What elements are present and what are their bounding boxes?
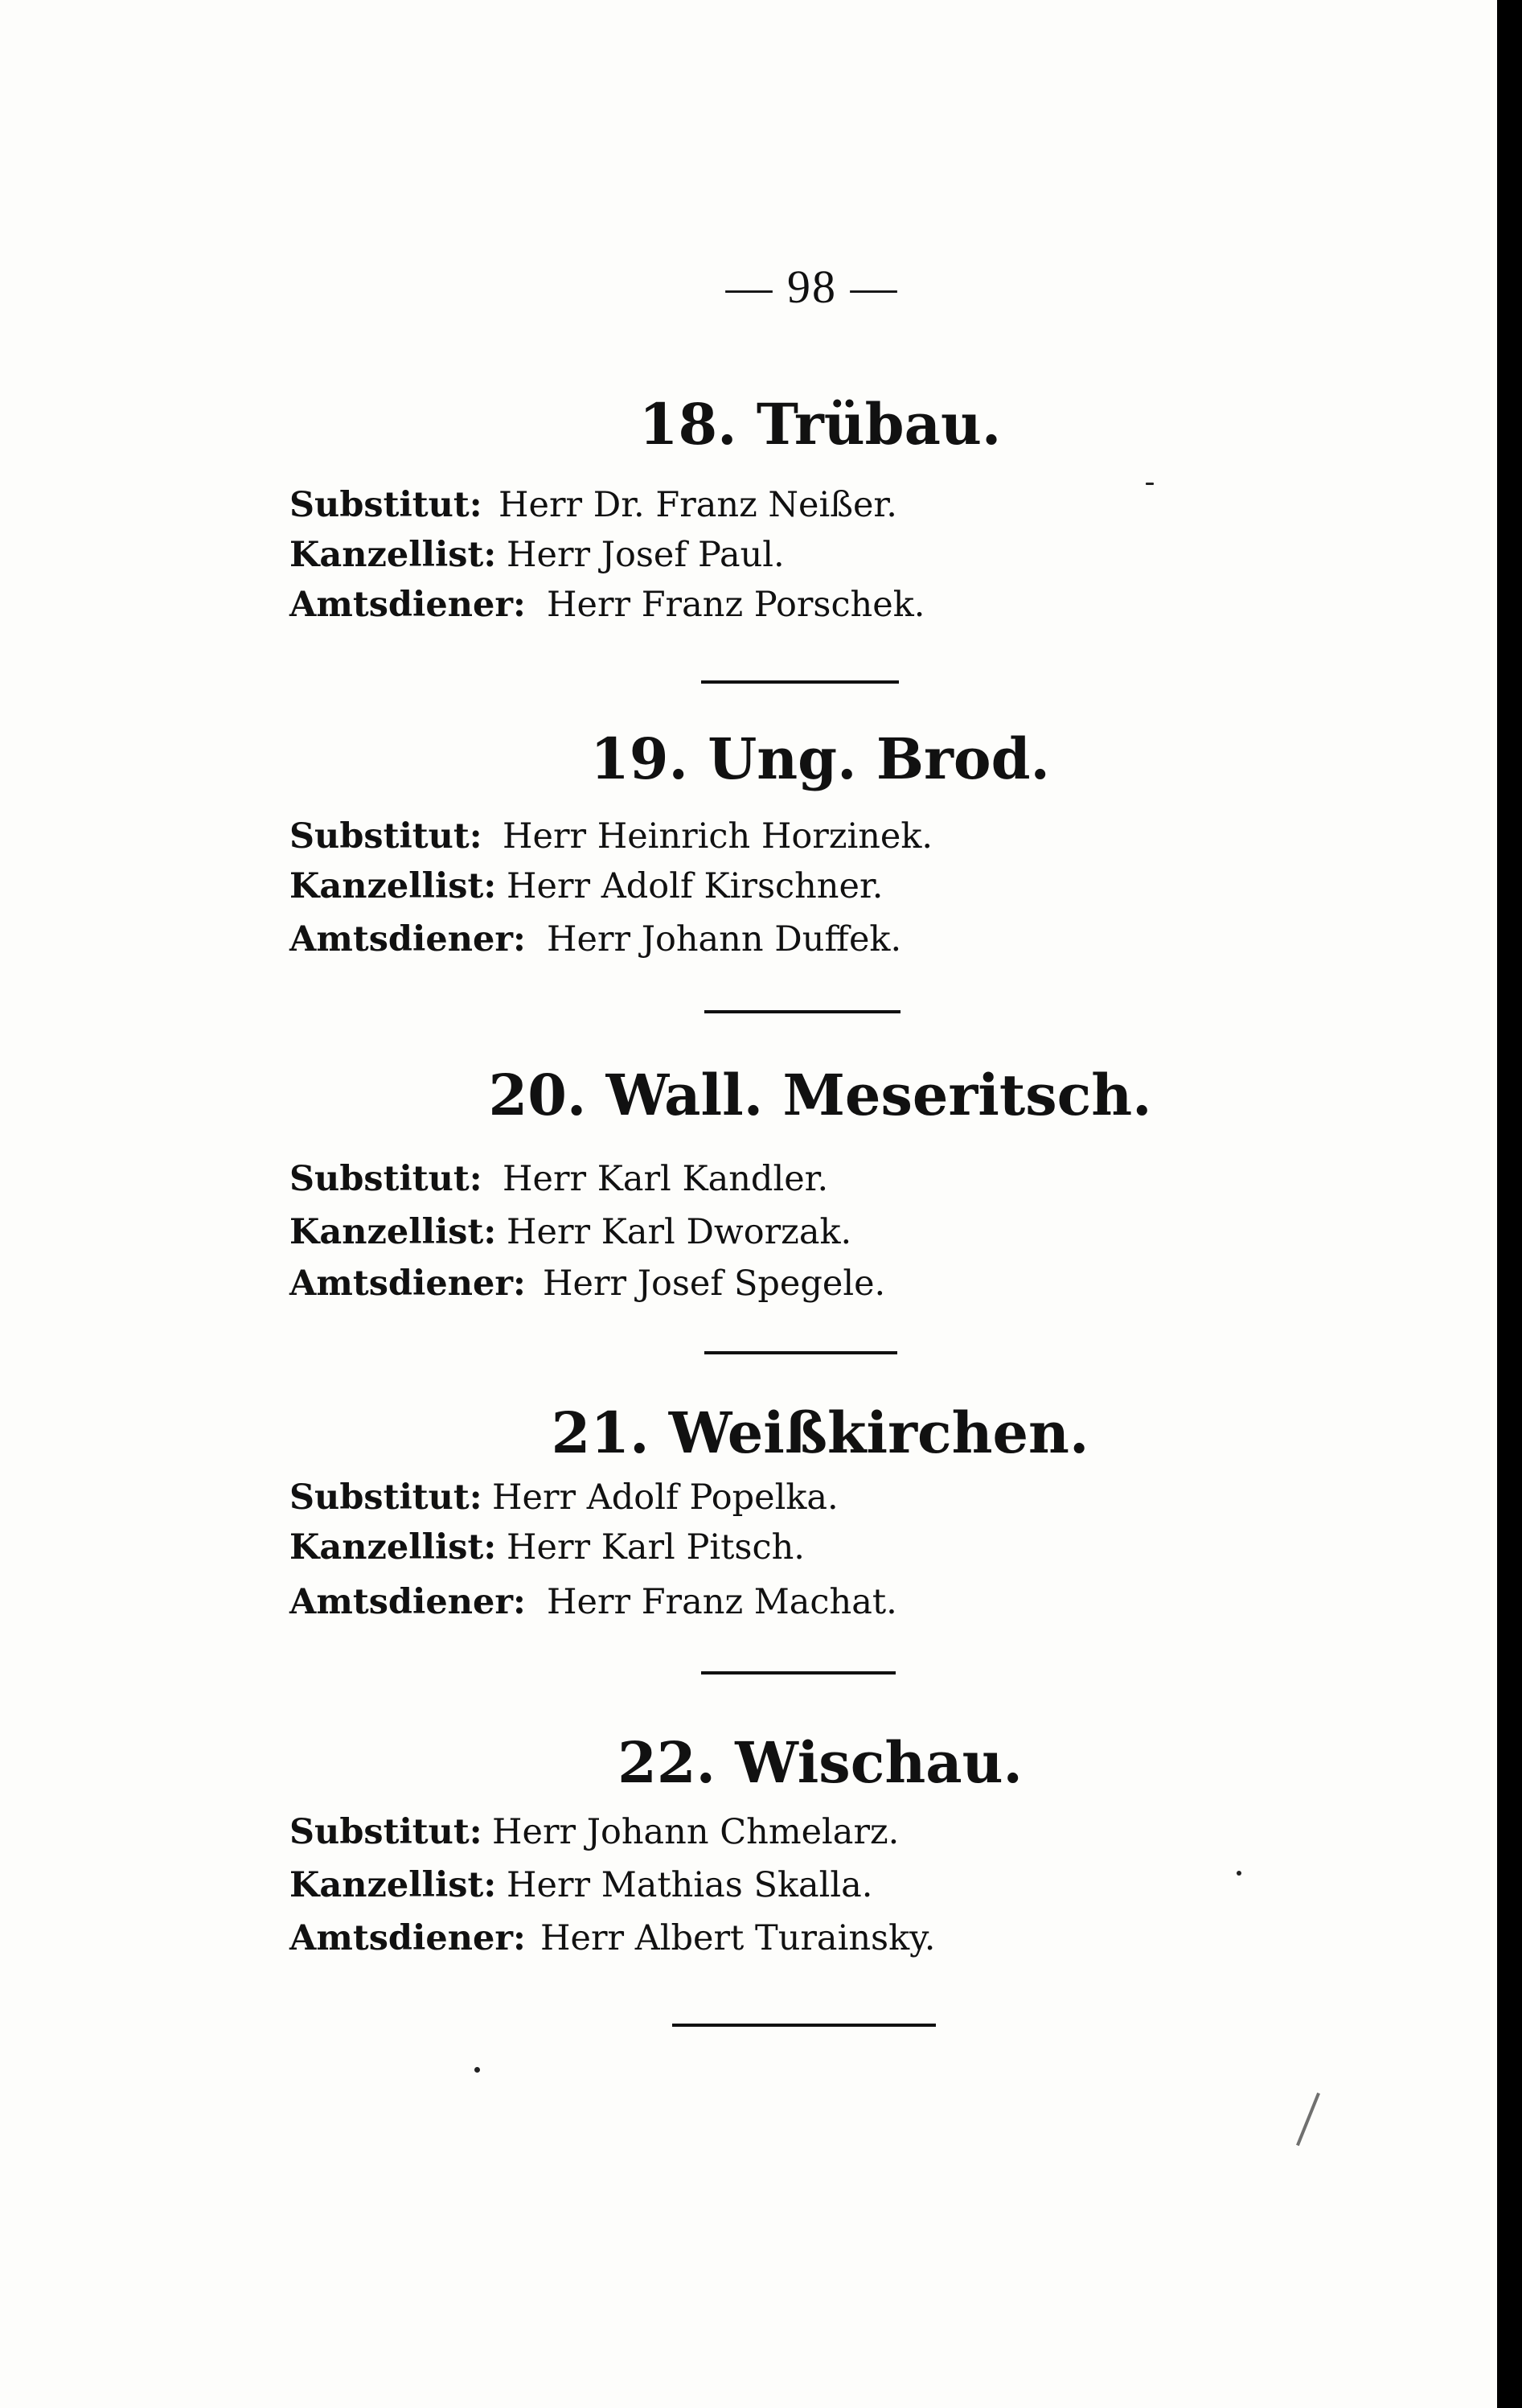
role-label: Kanzellist:: [289, 535, 497, 575]
section-divider: [704, 1351, 897, 1354]
role-label: Amtsdiener:: [289, 585, 526, 625]
person-name: Herr Johann Chmelarz.: [492, 1812, 900, 1852]
section-title: 19. Ung. Brod.: [590, 725, 1050, 792]
person-name: Herr Adolf Popelka.: [492, 1477, 839, 1518]
person-name: Herr Josef Spegele.: [543, 1264, 886, 1304]
section-title: 20. Wall. Meseritsch.: [488, 1062, 1152, 1128]
scan-border: [1497, 0, 1522, 2408]
section-divider: [704, 1010, 900, 1013]
scan-mark: [1296, 2093, 1320, 2146]
person-name: Herr Franz Machat.: [547, 1582, 897, 1622]
section-divider: [672, 2024, 936, 2027]
role-label: Kanzellist:: [289, 866, 497, 906]
person-name: Herr Adolf Kirschner.: [507, 866, 884, 906]
person-name: Herr Albert Turainsky.: [540, 1918, 936, 1958]
person-name: Herr Dr. Franz Neißer.: [498, 485, 897, 525]
role-label: Substitut:: [289, 485, 482, 525]
section-title: 22. Wischau.: [617, 1729, 1023, 1796]
section-divider: [701, 1671, 896, 1675]
person-name: Herr Karl Pitsch.: [507, 1527, 805, 1568]
person-name: Herr Heinrich Horzinek.: [503, 816, 933, 857]
person-name: Herr Karl Kandler.: [503, 1159, 829, 1199]
person-name: Herr Josef Paul.: [507, 535, 785, 575]
role-label: Kanzellist:: [289, 1527, 497, 1568]
scan-speck: [1237, 1871, 1241, 1876]
role-label: Kanzellist:: [289, 1865, 497, 1905]
person-name: Herr Mathias Skalla.: [507, 1865, 873, 1905]
person-name: Herr Karl Dworzak.: [507, 1212, 852, 1252]
role-label: Amtsdiener:: [289, 1918, 526, 1958]
person-name: Herr Johann Duffek.: [547, 919, 902, 960]
page-number: — 98 —: [725, 261, 899, 313]
section-divider: [701, 680, 899, 684]
scan-speck: [1146, 483, 1154, 485]
role-label: Amtsdiener:: [289, 919, 526, 960]
role-label: Substitut:: [289, 1812, 482, 1852]
role-label: Amtsdiener:: [289, 1582, 526, 1622]
scan-speck: [474, 2067, 480, 2073]
role-label: Substitut:: [289, 1159, 482, 1199]
role-label: Substitut:: [289, 1477, 482, 1518]
section-title: 21. Weißkirchen.: [551, 1399, 1089, 1466]
role-label: Substitut:: [289, 816, 482, 857]
role-label: Kanzellist:: [289, 1212, 497, 1252]
person-name: Herr Franz Porschek.: [547, 585, 925, 625]
role-label: Amtsdiener:: [289, 1264, 526, 1304]
section-title: 18. Trübau.: [638, 391, 1002, 458]
